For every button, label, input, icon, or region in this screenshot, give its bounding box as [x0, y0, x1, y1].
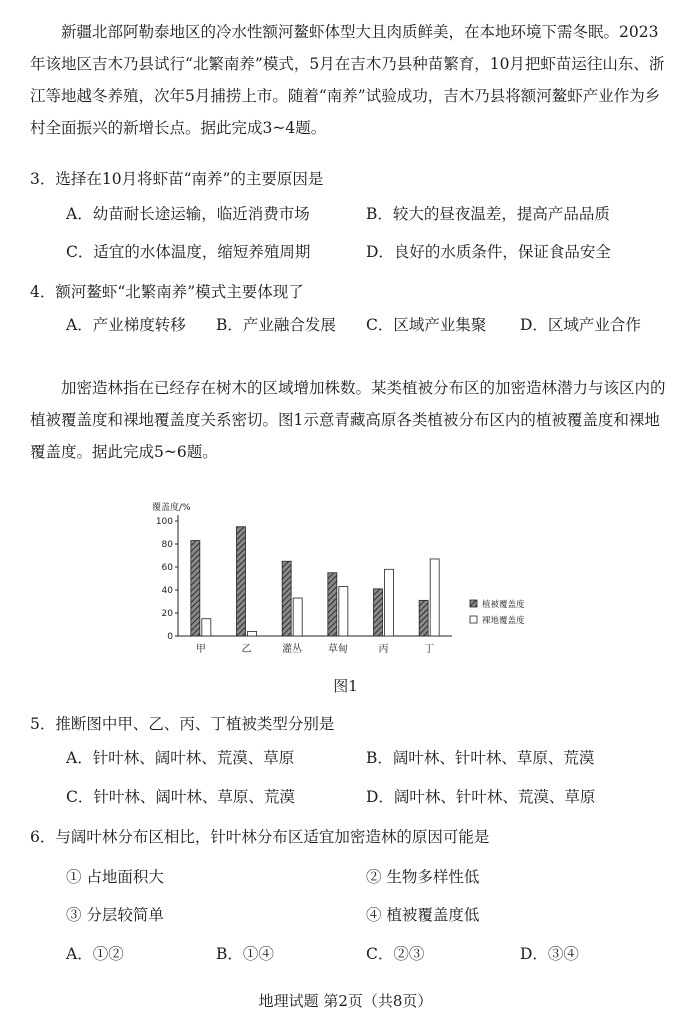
coverage-bar-chart [140, 500, 560, 660]
figure-caption: 图1 [333, 677, 358, 695]
question-5-option-c[interactable]: C．针叶林、阔叶林、草原、荒漠 [66, 788, 295, 806]
question-3-option-b[interactable]: B．较大的昼夜温差，提高产品品质 [366, 205, 610, 223]
legend-label-vegetation: 植被覆盖度 [482, 600, 525, 610]
x-tick-label: 乙 [241, 644, 252, 655]
question-3-stem: 3．选择在10月将虾苗“南养”的主要原因是 [30, 170, 324, 188]
legend-swatch-bare [470, 616, 477, 623]
question-4-option-c[interactable]: C．区域产业集聚 [366, 316, 487, 334]
y-tick-label: 20 [161, 609, 173, 619]
passage-shrimp: 新疆北部阿勒泰地区的冷水性额河鳌虾体型大且肉质鲜美，在本地环境下需冬眠。2023年该地区吉木乃县试行“北繁南养”模式，5月在吉木乃县种苗繁育，10月把虾苗运往山东、浙江等地越冬养殖，次年5月捕捞上市。随着“南养”试验成功，吉木乃县将额河鳌虾产业作为乡村全面振兴的新增长点。据此完成3~4题。 [30, 23, 665, 137]
bar-vegetation-coverage [374, 589, 383, 636]
bar-vegetation-coverage [419, 600, 428, 636]
question-6-option-c[interactable]: C．②③ [366, 945, 425, 963]
y-tick-label: 100 [155, 517, 173, 527]
x-tick-label: 甲 [195, 644, 206, 655]
question-6-item-4: ④ 植被覆盖度低 [366, 906, 480, 924]
bar-bare-coverage [339, 587, 348, 636]
question-6-item-1: ① 占地面积大 [66, 868, 164, 886]
bar-vegetation-coverage [237, 527, 246, 636]
y-tick-label: 40 [161, 586, 173, 596]
question-3-option-a[interactable]: A．幼苗耐长途运输，临近消费市场 [66, 205, 310, 223]
bar-bare-coverage [385, 569, 394, 636]
question-4-option-b[interactable]: B．产业融合发展 [216, 316, 336, 334]
question-4-option-d[interactable]: D．区域产业合作 [520, 316, 641, 334]
question-6-option-b[interactable]: B．①④ [216, 945, 274, 963]
bar-bare-coverage [293, 598, 302, 636]
page-footer: 地理试题 第2页（共8页） [258, 992, 433, 1010]
question-6-item-2: ② 生物多样性低 [366, 868, 480, 886]
question-4-option-a[interactable]: A．产业梯度转移 [66, 316, 186, 334]
chart-svg [140, 500, 560, 660]
legend-label-bare: 裸地覆盖度 [482, 616, 525, 626]
bar-vegetation-coverage [282, 561, 291, 636]
question-6-option-d[interactable]: D．③④ [520, 945, 579, 963]
x-tick-label: 灌丛 [282, 644, 303, 655]
question-3-option-c[interactable]: C．适宜的水体温度，缩短养殖周期 [66, 243, 311, 261]
question-5-stem: 5．推断图中甲、乙、丙、丁植被类型分别是 [30, 715, 335, 733]
question-5-option-d[interactable]: D．阔叶林、针叶林、荒漠、草原 [366, 788, 596, 806]
question-3-option-d[interactable]: D．良好的水质条件，保证食品安全 [366, 243, 611, 261]
passage-afforestation: 加密造林指在已经存在树木的区域增加株数。某类植被分布区的加密造林潜力与该区内的植被覆盖度和裸地覆盖度关系密切。图1示意青藏高原各类植被分布区内的植被覆盖度和裸地覆盖度。据此完成5~6题。 [30, 379, 666, 461]
x-tick-label: 丁 [424, 644, 435, 655]
bar-vegetation-coverage [328, 573, 337, 636]
bar-bare-coverage [202, 619, 211, 636]
y-axis-label: 覆盖度/% [152, 503, 191, 513]
question-5-option-b[interactable]: B．阔叶林、针叶林、草原、荒漠 [366, 749, 595, 767]
bar-vegetation-coverage [191, 541, 200, 636]
question-6-stem: 6．与阔叶林分布区相比，针叶林分布区适宜加密造林的原因可能是 [30, 828, 490, 846]
y-tick-label: 0 [167, 632, 173, 642]
question-5-option-a[interactable]: A．针叶林、阔叶林、荒漠、草原 [66, 749, 295, 767]
y-tick-label: 80 [161, 540, 173, 550]
question-6-option-a[interactable]: A．①② [66, 945, 124, 963]
question-6-item-3: ③ 分层较简单 [66, 906, 164, 924]
x-tick-label: 草甸 [327, 644, 348, 655]
y-tick-label: 60 [161, 563, 173, 573]
x-tick-label: 丙 [378, 644, 389, 655]
bar-bare-coverage [430, 559, 439, 636]
bar-bare-coverage [248, 631, 257, 636]
legend-swatch-vegetation [470, 600, 477, 607]
question-4-stem: 4．额河鳌虾“北繁南养”模式主要体现了 [30, 283, 304, 301]
